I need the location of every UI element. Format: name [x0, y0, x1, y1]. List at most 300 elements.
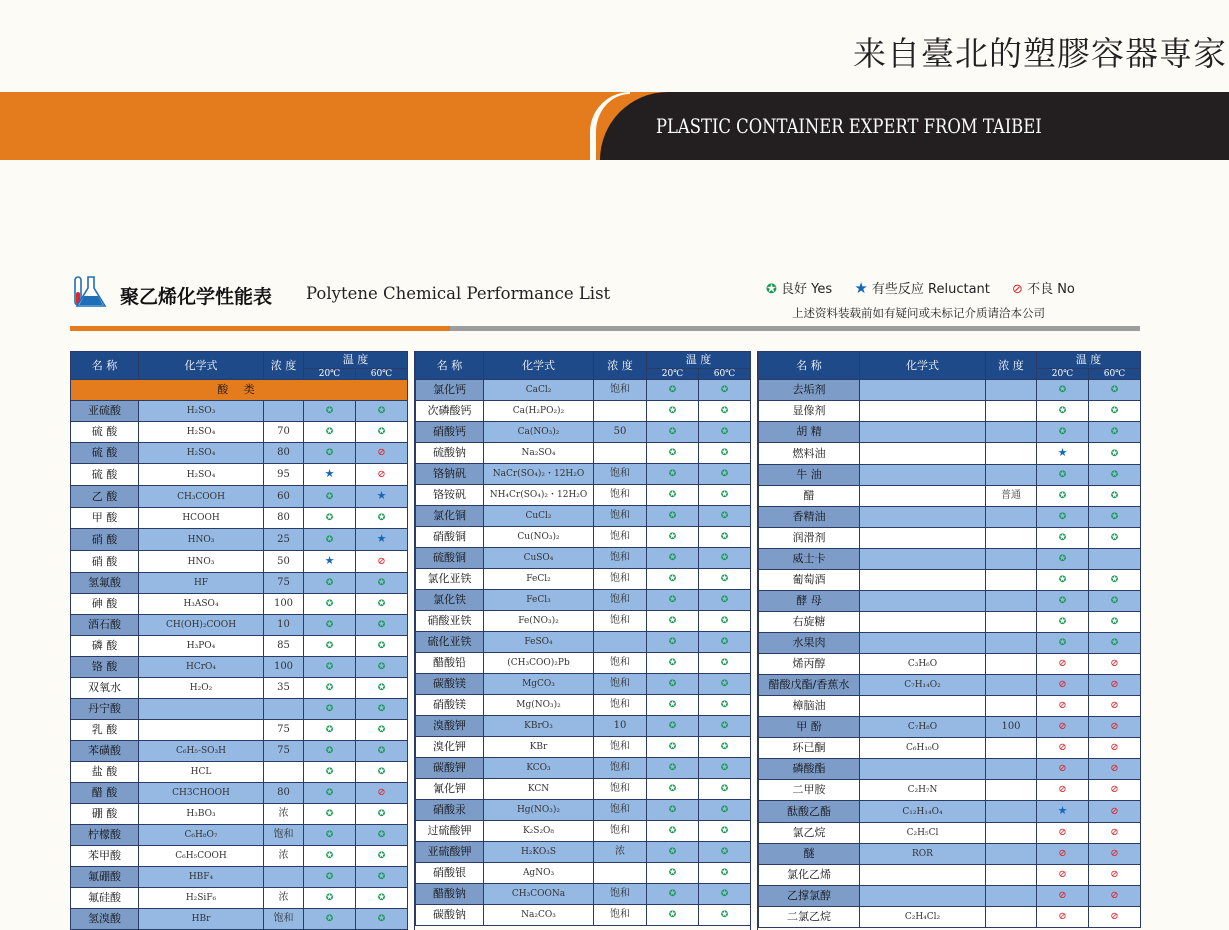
col-name: 名 称: [416, 352, 484, 380]
good-icon: ✪: [668, 742, 677, 752]
col-temp-20: 20℃: [1037, 369, 1089, 380]
concentration: 100: [264, 657, 304, 678]
concentration: [986, 886, 1037, 907]
rating-cell: [1037, 549, 1089, 570]
rating-cell: [699, 443, 751, 464]
rating-cell: [1037, 422, 1089, 443]
star-icon: ★: [376, 489, 387, 502]
table-row: [759, 486, 1141, 507]
chemical-name: 氟硼酸: [71, 867, 139, 888]
concentration: 饱和: [594, 674, 647, 695]
good-icon: ✪: [325, 448, 334, 458]
table-row: [759, 443, 1141, 465]
chemical-formula: Na₂CO₃: [484, 905, 594, 926]
table-row: [759, 738, 1141, 759]
chemical-formula: [139, 720, 264, 741]
concentration: 饱和: [594, 485, 647, 506]
good-icon: ✪: [1058, 427, 1067, 437]
rating-cell: [1037, 401, 1089, 422]
chemical-formula: C₇H₁₄O₂: [860, 675, 986, 696]
rating-cell: [304, 594, 356, 615]
prohibited-icon: ⊘: [1058, 700, 1067, 711]
chemical-name: 硫 酸: [71, 443, 139, 464]
chemical-name: 环已酮: [759, 738, 860, 759]
chemical-name: 砷 酸: [71, 594, 139, 615]
chemical-formula: H₂SO₄: [139, 422, 264, 443]
rating-cell: [304, 422, 356, 443]
concentration: 50: [594, 422, 647, 443]
rating-cell: [1037, 465, 1089, 486]
good-icon: ✪: [720, 742, 729, 752]
chemical-formula: H₂SO₄: [139, 443, 264, 464]
rating-cell: [1089, 380, 1141, 401]
rating-cell: [356, 909, 408, 930]
legend-bad: [1012, 282, 1075, 297]
good-icon: ✪: [720, 511, 729, 521]
col-temp-60: 60℃: [1089, 369, 1141, 380]
good-icon: ✪: [668, 511, 677, 521]
chemical-formula: C₂H₄Cl₂: [860, 907, 986, 928]
concentration: 饱和: [594, 527, 647, 548]
chemical-formula: Hg(NO₃)₂: [484, 800, 594, 821]
table-row: [416, 569, 751, 590]
table-row: [759, 612, 1141, 633]
prohibited-icon: ⊘: [1110, 763, 1119, 774]
chemical-formula: H₃BO₃: [139, 804, 264, 825]
column-gap: [750, 351, 758, 930]
chemical-formula: Na₂SO₄: [484, 443, 594, 464]
chemical-formula: [860, 633, 986, 654]
table-row: [416, 611, 751, 632]
rating-cell: [304, 486, 356, 508]
chemical-name: 硫酸钠: [416, 443, 484, 464]
rating-cell: [699, 464, 751, 485]
chemical-formula: [860, 612, 986, 633]
star-icon: ★: [1057, 446, 1068, 459]
good-icon: ✪: [1058, 470, 1067, 480]
concentration: [986, 801, 1037, 823]
good-icon: ✪: [325, 809, 334, 819]
table-row: [71, 846, 408, 867]
chem-table-1: [70, 351, 408, 930]
rating-cell: [304, 401, 356, 422]
table-row: [759, 401, 1141, 422]
rating-cell: [1037, 717, 1089, 738]
rating-cell: [647, 443, 699, 464]
rating-cell: [1089, 886, 1141, 907]
concentration: [986, 780, 1037, 801]
good-icon: ✪: [325, 725, 334, 735]
concentration: [986, 696, 1037, 717]
chemical-formula: H₃PO₄: [139, 636, 264, 657]
table-row: [759, 844, 1141, 865]
table-row: [759, 380, 1141, 401]
chemical-formula: KBrO₃: [484, 716, 594, 737]
chemical-formula: C₂H₇N: [860, 780, 986, 801]
table-row: [759, 633, 1141, 654]
good-icon: ✪: [668, 574, 677, 584]
rating-cell: [1037, 886, 1089, 907]
chemical-name: 硼 酸: [71, 804, 139, 825]
table-row: [71, 762, 408, 783]
chemical-name: 胡 精: [759, 422, 860, 443]
good-icon: ✪: [1058, 406, 1067, 416]
chemical-name: 苯甲酸: [71, 846, 139, 867]
chemical-formula: FeCl₂: [484, 569, 594, 590]
lab-flask-icon: [72, 274, 108, 310]
good-icon: ✪: [720, 784, 729, 794]
chemical-name: 氯化铜: [416, 506, 484, 527]
chemical-name: 磷酸酯: [759, 759, 860, 780]
chemical-formula: HBr: [139, 909, 264, 930]
prohibited-icon: ⊘: [1110, 721, 1119, 732]
good-icon: ✪: [1058, 617, 1067, 627]
star-icon: ★: [324, 467, 335, 480]
good-icon: ✪: [377, 427, 386, 437]
concentration: 80: [264, 443, 304, 464]
good-icon: ✪: [668, 616, 677, 626]
chemical-formula: [860, 570, 986, 591]
good-icon: ✪: [668, 763, 677, 773]
col-temp-20: 20℃: [647, 369, 699, 380]
prohibited-icon: ⊘: [1058, 763, 1067, 774]
prohibited-icon: ⊘: [1058, 848, 1067, 859]
rating-cell: [356, 636, 408, 657]
chemical-formula: CH(OH)₂COOH: [139, 615, 264, 636]
concentration: 饱和: [264, 909, 304, 930]
col-formula: 化学式: [860, 352, 986, 380]
chemical-formula: AgNO₃: [484, 863, 594, 884]
good-icon: ✪: [720, 406, 729, 416]
rating-cell: [1037, 654, 1089, 675]
table-row: [416, 842, 751, 863]
concentration: 95: [264, 464, 304, 486]
rating-cell: [647, 632, 699, 653]
rating-cell: [1037, 612, 1089, 633]
legend-good: [766, 282, 832, 297]
chemical-name: 右旋糖: [759, 612, 860, 633]
legend: [766, 278, 1093, 297]
prohibited-icon: ⊘: [1012, 282, 1023, 297]
table-row: [416, 716, 751, 737]
chemical-formula: [860, 443, 986, 465]
concentration: 普通: [986, 486, 1037, 507]
table-row: [759, 780, 1141, 801]
chemical-formula: C₇H₈O: [860, 717, 986, 738]
rating-cell: [1037, 738, 1089, 759]
concentration: [986, 443, 1037, 465]
prohibited-icon: ⊘: [1110, 679, 1119, 690]
rating-cell: [304, 657, 356, 678]
rating-cell: [647, 695, 699, 716]
prohibited-icon: ⊘: [1058, 679, 1067, 690]
concentration: 50: [264, 551, 304, 573]
good-icon: ✪: [668, 910, 677, 920]
table-row: [416, 863, 751, 884]
chemical-formula: HBF₄: [139, 867, 264, 888]
chemical-name: 乳 酸: [71, 720, 139, 741]
chemical-formula: NaCr(SO₄)₂・12H₂O: [484, 464, 594, 485]
good-icon: ✪: [1110, 575, 1119, 585]
chemical-formula: [860, 465, 986, 486]
good-icon: ✪: [720, 532, 729, 542]
col-formula: 化学式: [484, 352, 594, 380]
chemical-name: 葡萄酒: [759, 570, 860, 591]
rating-cell: [647, 821, 699, 842]
rating-cell: [699, 611, 751, 632]
good-icon: ✪: [377, 893, 386, 903]
concentration: 浓: [594, 842, 647, 863]
chemical-formula: (CH₃COO)₂Pb: [484, 653, 594, 674]
chemical-formula: NH₄Cr(SO₄)₂・12H₂O: [484, 485, 594, 506]
concentration: [594, 443, 647, 464]
rating-cell: [699, 380, 751, 401]
concentration: [986, 907, 1037, 928]
rating-cell: [1089, 443, 1141, 465]
chemical-name: 水果肉: [759, 633, 860, 654]
good-icon: ✪: [325, 406, 334, 416]
chemical-formula: [860, 380, 986, 401]
good-icon: ✪: [325, 746, 334, 756]
prohibited-icon: ⊘: [1110, 784, 1119, 795]
concentration: 100: [986, 717, 1037, 738]
star-icon: ★: [854, 279, 868, 297]
concentration: 饱和: [594, 884, 647, 905]
table-row: [759, 801, 1141, 823]
prohibited-icon: ⊘: [1110, 869, 1119, 880]
concentration: 85: [264, 636, 304, 657]
good-icon: ✪: [720, 595, 729, 605]
prohibited-icon: ⊘: [1110, 890, 1119, 901]
chemical-name: 硫 酸: [71, 422, 139, 443]
good-icon: ✪: [668, 679, 677, 689]
prohibited-icon: ⊘: [1110, 700, 1119, 711]
table-row: [759, 654, 1141, 675]
good-icon: ✪: [377, 851, 386, 861]
rating-cell: [1089, 591, 1141, 612]
tagline: 来自臺北的塑膠容器専家: [853, 34, 1227, 73]
chemical-name: 氰化钾: [416, 779, 484, 800]
prohibited-icon: ⊘: [1058, 911, 1067, 922]
col-concentration: 浓 度: [986, 352, 1037, 380]
concentration: 70: [264, 422, 304, 443]
rating-cell: [356, 573, 408, 594]
good-icon: ✪: [1058, 575, 1067, 585]
rating-cell: [1089, 738, 1141, 759]
rating-cell: [1037, 844, 1089, 865]
concentration: [594, 632, 647, 653]
rating-cell: [699, 674, 751, 695]
rating-cell: [699, 863, 751, 884]
rating-cell: [304, 720, 356, 741]
rating-cell: [647, 674, 699, 695]
rating-cell: [699, 737, 751, 758]
table-row: [416, 506, 751, 527]
chemical-name: 硝酸铜: [416, 527, 484, 548]
good-icon: ✪: [720, 637, 729, 647]
rating-cell: [647, 422, 699, 443]
chemical-name: 氯化铁: [416, 590, 484, 611]
table-row: [71, 529, 408, 551]
concentration: 100: [264, 594, 304, 615]
chemical-formula: C₆H₅-SO₃H: [139, 741, 264, 762]
concentration: [986, 823, 1037, 844]
rating-cell: [1089, 844, 1141, 865]
chemical-name: 磷 酸: [71, 636, 139, 657]
good-icon: ✪: [720, 889, 729, 899]
rating-cell: [647, 842, 699, 863]
rating-cell: [699, 905, 751, 926]
rating-cell: [1037, 528, 1089, 549]
good-icon: ✪: [720, 763, 729, 773]
rating-cell: [304, 443, 356, 464]
concentration: 75: [264, 720, 304, 741]
chemical-name: 溴酸钾: [416, 716, 484, 737]
star-icon: ★: [1057, 804, 1068, 817]
concentration: 饱和: [594, 380, 647, 401]
concentration: [986, 465, 1037, 486]
chemical-formula: C₆H₁₀O: [860, 738, 986, 759]
concentration: 饱和: [264, 825, 304, 846]
rating-cell: [699, 590, 751, 611]
chemical-name: 威士卡: [759, 549, 860, 570]
prohibited-icon: ⊘: [377, 787, 386, 798]
table-row: [416, 548, 751, 569]
chemical-name: 盐 酸: [71, 762, 139, 783]
rating-cell: [1089, 865, 1141, 886]
col-temperature: 温 度: [1037, 352, 1141, 369]
concentration: 75: [264, 573, 304, 594]
rating-cell: [1089, 780, 1141, 801]
rating-cell: [1089, 675, 1141, 696]
chemical-formula: K₂S₂O₈: [484, 821, 594, 842]
concentration: [986, 612, 1037, 633]
chemical-formula: [139, 699, 264, 720]
chemical-formula: CH₃COONa: [484, 884, 594, 905]
rating-cell: [647, 590, 699, 611]
rating-cell: [647, 527, 699, 548]
prohibited-icon: ⊘: [1058, 869, 1067, 880]
concentration: [986, 633, 1037, 654]
good-icon: ✪: [377, 914, 386, 924]
table-row: [759, 907, 1141, 928]
good-icon: ✪: [720, 910, 729, 920]
rating-cell: [304, 699, 356, 720]
rating-cell: [1037, 801, 1089, 823]
table-row: [416, 674, 751, 695]
chemical-formula: [860, 696, 986, 717]
table-row: [71, 741, 408, 762]
good-icon: ✪: [668, 553, 677, 563]
concentration: 饱和: [594, 905, 647, 926]
table-row: [71, 551, 408, 573]
rating-cell: [1037, 443, 1089, 465]
good-icon: ✪: [1110, 596, 1119, 606]
good-icon: ✪: [668, 700, 677, 710]
table-row: [71, 443, 408, 464]
rating-cell: [1089, 823, 1141, 844]
good-icon: ✪: [668, 805, 677, 815]
rating-cell: [699, 527, 751, 548]
chemical-name: 醋酸铅: [416, 653, 484, 674]
prohibited-icon: ⊘: [1058, 742, 1067, 753]
prohibited-icon: ⊘: [377, 447, 386, 458]
rating-cell: [699, 758, 751, 779]
chemical-name: 次磷酸钙: [416, 401, 484, 422]
table-row: [759, 823, 1141, 844]
chemical-formula: [860, 401, 986, 422]
good-icon: ✪: [325, 914, 334, 924]
concentration: [264, 401, 304, 422]
rating-cell: [1089, 654, 1141, 675]
good-icon: ✪: [668, 721, 677, 731]
chemical-name: 燃料油: [759, 443, 860, 465]
chemical-formula: KCO₃: [484, 758, 594, 779]
chemical-name: 硝酸镁: [416, 695, 484, 716]
table-row: [759, 422, 1141, 443]
rating-cell: [304, 741, 356, 762]
star-icon: ★: [324, 554, 335, 567]
rating-cell: [304, 888, 356, 909]
good-icon: ✪: [325, 662, 334, 672]
chemical-name: 铬铵矾: [416, 485, 484, 506]
chemical-formula: H₂O₂: [139, 678, 264, 699]
legend-reactive-label: 有些反应 Reluctant: [871, 282, 990, 297]
good-icon: ✪: [720, 490, 729, 500]
good-icon: ✪: [668, 427, 677, 437]
table-row: [71, 486, 408, 508]
good-icon: ✪: [377, 513, 386, 523]
rating-cell: [699, 632, 751, 653]
banner-text: PLASTIC CONTAINER EXPERT FROM TAIBEI: [656, 114, 1042, 138]
good-icon: ✪: [325, 704, 334, 714]
concentration: 饱和: [594, 653, 647, 674]
good-icon: ✪: [1058, 596, 1067, 606]
good-icon: ✪: [325, 491, 334, 502]
chemical-name: 乙 酸: [71, 486, 139, 508]
col-formula: 化学式: [139, 352, 264, 380]
good-icon: ✪: [668, 637, 677, 647]
concentration: [986, 759, 1037, 780]
chemical-formula: C₃H₆O: [860, 654, 986, 675]
chemical-formula: H₂SO₄: [139, 464, 264, 486]
rating-cell: [304, 762, 356, 783]
chemical-name: 显像剂: [759, 401, 860, 422]
title-rule-orange: [70, 326, 450, 331]
rating-cell: [356, 401, 408, 422]
chemical-formula: MgCO₃: [484, 674, 594, 695]
table-row: [71, 508, 408, 529]
good-icon: ✪: [325, 872, 334, 882]
rating-cell: [699, 842, 751, 863]
rating-cell: [304, 551, 356, 573]
table-row: [416, 758, 751, 779]
concentration: [986, 507, 1037, 528]
concentration: 饱和: [594, 611, 647, 632]
rating-cell: [647, 548, 699, 569]
good-icon: ✪: [1058, 554, 1067, 564]
chemical-formula: [860, 507, 986, 528]
rating-cell: [304, 804, 356, 825]
good-icon: ✪: [325, 893, 334, 903]
chemical-name: 溴化钾: [416, 737, 484, 758]
rating-cell: [1037, 507, 1089, 528]
table-row: [416, 905, 751, 926]
chemical-formula: [860, 886, 986, 907]
chemical-name: 双氧水: [71, 678, 139, 699]
chemical-name: 碳酸钠: [416, 905, 484, 926]
rating-cell: [647, 464, 699, 485]
